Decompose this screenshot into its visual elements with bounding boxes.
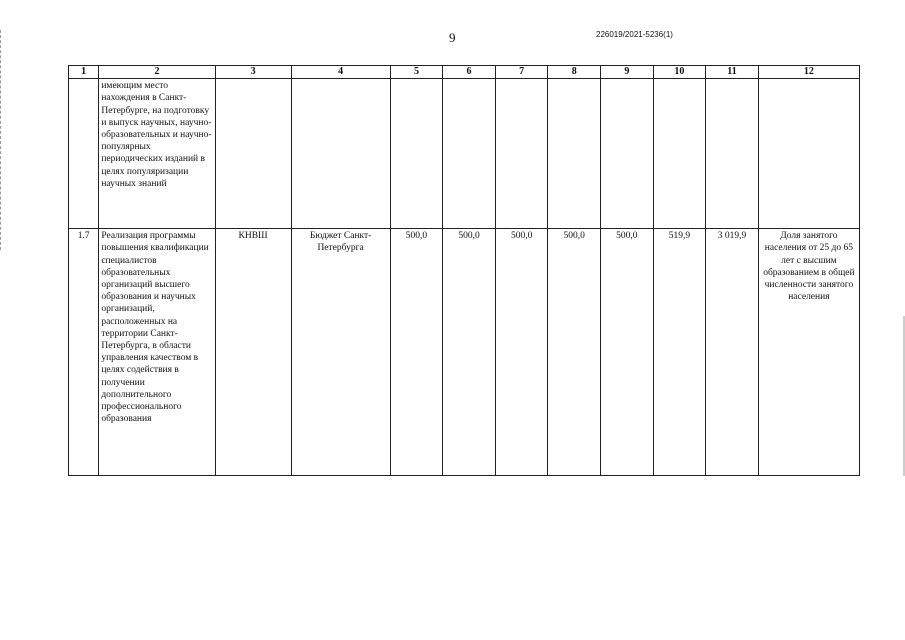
column-header-4: 4 xyxy=(291,66,390,79)
row-number: 1.7 xyxy=(69,229,99,476)
executor xyxy=(215,79,291,229)
column-header-1: 1 xyxy=(69,66,99,79)
column-header-11: 11 xyxy=(706,66,759,79)
funding-source xyxy=(291,79,390,229)
page-number: 9 xyxy=(449,30,456,45)
funding-source: Бюджет Санкт-Петербурга xyxy=(291,229,390,476)
value-col-5 xyxy=(390,79,443,229)
activity-description: имеющим место нахождения в Санкт-Петербурге, на подготовку и выпуск научных, научно-образовательных и научно-популярных периодических изданий в целях популяризации научных знаний xyxy=(99,79,215,229)
value-col-11: 3 019,9 xyxy=(706,229,759,476)
left-margin-mark xyxy=(0,30,5,250)
activity-description: Реализация программы повышения квалификации специалистов образовательных организаций высшего образования и научных организаций, расположенных на территории Санкт-Петербурга, в области управления качеством в целях содействия в получении дополнительного профессионального образования xyxy=(99,229,215,476)
value-col-6 xyxy=(443,79,496,229)
row-number xyxy=(69,79,99,229)
executor: КНВШ xyxy=(215,229,291,476)
column-number-row xyxy=(69,66,860,79)
program-table xyxy=(68,65,860,476)
column-header-6: 6 xyxy=(443,66,496,79)
column-header-3: 3 xyxy=(215,66,291,79)
column-header-5: 5 xyxy=(390,66,443,79)
column-header-8: 8 xyxy=(548,66,601,79)
column-header-10: 10 xyxy=(653,66,706,79)
column-header-2: 2 xyxy=(99,66,215,79)
column-header-12: 12 xyxy=(758,66,859,79)
column-header-9: 9 xyxy=(601,66,654,79)
value-col-11 xyxy=(706,79,759,229)
value-col-10: 519,9 xyxy=(653,229,706,476)
table-row xyxy=(69,79,860,229)
value-col-8 xyxy=(548,79,601,229)
value-col-5: 500,0 xyxy=(390,229,443,476)
indicator: Доля занятого населения от 25 до 65 лет с высшим образованием в общей численности занятого населения xyxy=(758,229,859,476)
value-col-9: 500,0 xyxy=(601,229,654,476)
indicator xyxy=(758,79,859,229)
value-col-8: 500,0 xyxy=(548,229,601,476)
value-col-10 xyxy=(653,79,706,229)
column-header-7: 7 xyxy=(495,66,548,79)
value-col-9 xyxy=(601,79,654,229)
table-row xyxy=(69,229,860,476)
document-id: 226019/2021-5236(1) xyxy=(596,30,673,39)
value-col-7: 500,0 xyxy=(495,229,548,476)
value-col-6: 500,0 xyxy=(443,229,496,476)
value-col-7 xyxy=(495,79,548,229)
